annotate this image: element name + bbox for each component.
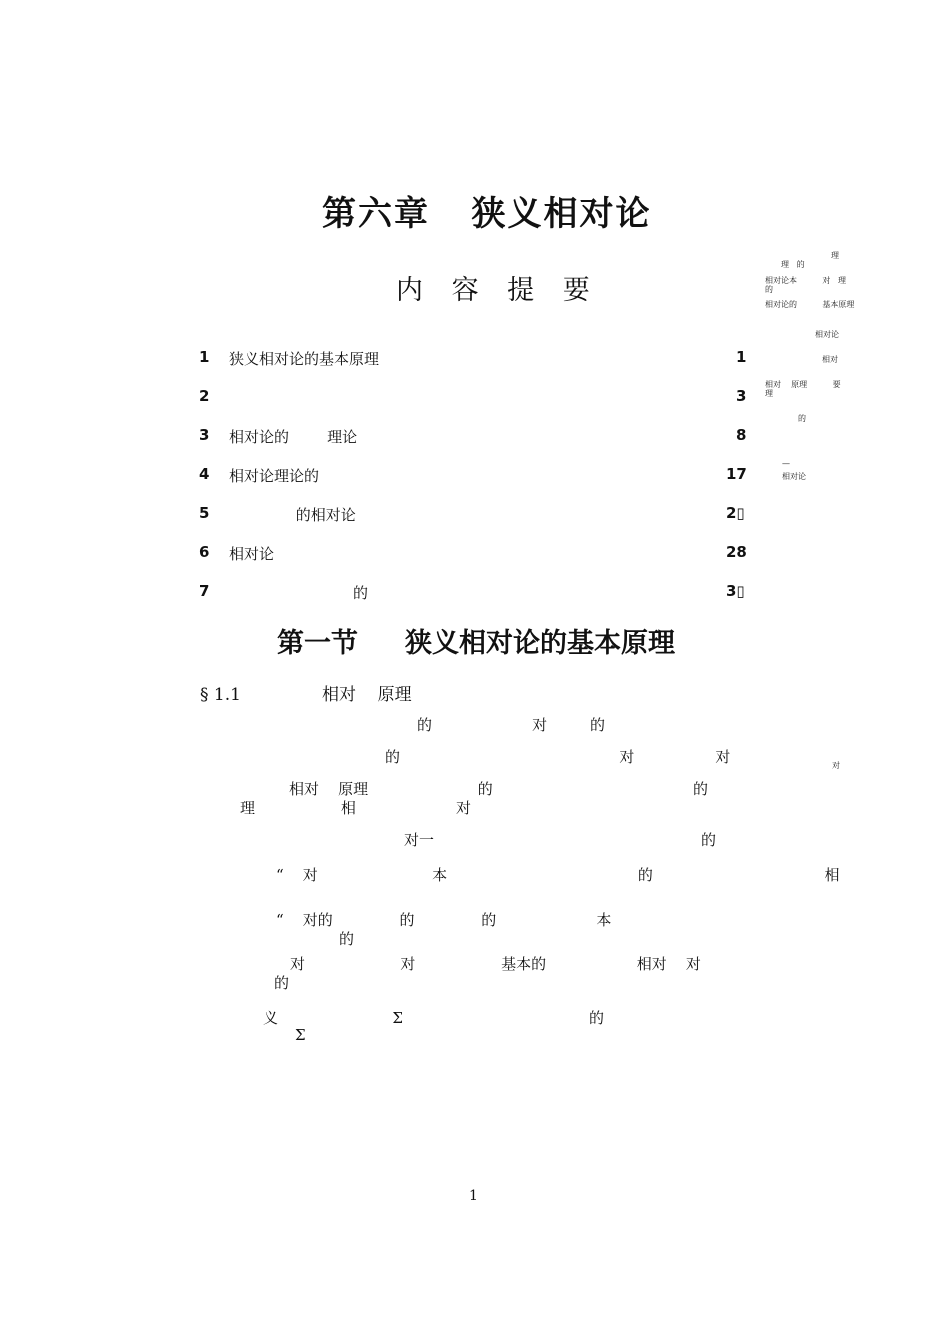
subsection-heading: § 1.1 相对 原理: [200, 685, 412, 705]
body-line: “ 对 本 的 相: [276, 866, 840, 884]
toc-number: 3: [199, 426, 210, 444]
chapter-title: 第六章 狭义相对论: [322, 194, 652, 234]
toc-page: 2▯: [726, 504, 745, 522]
toc-title: 相对论: [229, 545, 275, 563]
side-note: 理: [831, 251, 839, 260]
toc-number: 5: [199, 504, 210, 522]
body-line: 的: [274, 974, 290, 992]
body-line: 对一 的: [404, 831, 717, 849]
side-note: 相对论: [782, 472, 806, 481]
side-note: 的: [765, 285, 773, 294]
toc-title: 的相对论: [229, 506, 356, 524]
toc-title: 的: [229, 584, 368, 602]
side-note: 相对论本 对 理: [765, 276, 847, 285]
side-note: 相对 原理 要: [765, 380, 841, 389]
toc-page: 8: [736, 426, 747, 444]
toc-title: 狭义相对论的基本原理: [229, 350, 380, 368]
side-note: 对: [832, 761, 840, 770]
side-note: 的: [798, 414, 806, 423]
toc-page: 17: [726, 465, 747, 483]
summary-heading: 内 容 提 要: [396, 275, 600, 306]
toc-title: 相对论理论的: [229, 467, 320, 485]
body-line: 的: [339, 930, 355, 948]
side-note: 相对: [822, 355, 838, 364]
toc-number: 7: [199, 582, 210, 600]
side-note: 理 的: [781, 260, 805, 269]
body-line: 的 对 对: [385, 748, 731, 766]
toc-number: 4: [199, 465, 210, 483]
side-note: 理: [765, 389, 773, 398]
toc-page: 28: [726, 543, 747, 561]
toc-number: 6: [199, 543, 210, 561]
toc-number: 2: [199, 387, 210, 405]
page-number: 1: [469, 1188, 478, 1204]
section-title: 第一节 狭义相对论的基本原理: [277, 628, 675, 659]
toc-number: 1: [199, 348, 210, 366]
body-line: 对 对 基本的 相对 对: [290, 955, 701, 973]
toc-page: 3: [736, 387, 747, 405]
toc-page: 3▯: [726, 582, 745, 600]
toc-page: 1: [736, 348, 747, 366]
body-line: “ 对的 的 的 本: [276, 911, 612, 929]
body-line: Σ: [295, 1026, 306, 1044]
toc-title: 相对论的 理论: [229, 428, 358, 446]
body-line: 相对 原理 的 的: [289, 780, 708, 798]
side-note: 相对论的 基本原理: [765, 300, 855, 309]
body-line: 理 相 对: [240, 799, 471, 817]
side-note: —: [782, 459, 790, 468]
body-line: 的 对 的: [417, 716, 606, 734]
body-line: 义 Σ 的: [263, 1009, 604, 1027]
side-note: 相对论: [815, 330, 839, 339]
